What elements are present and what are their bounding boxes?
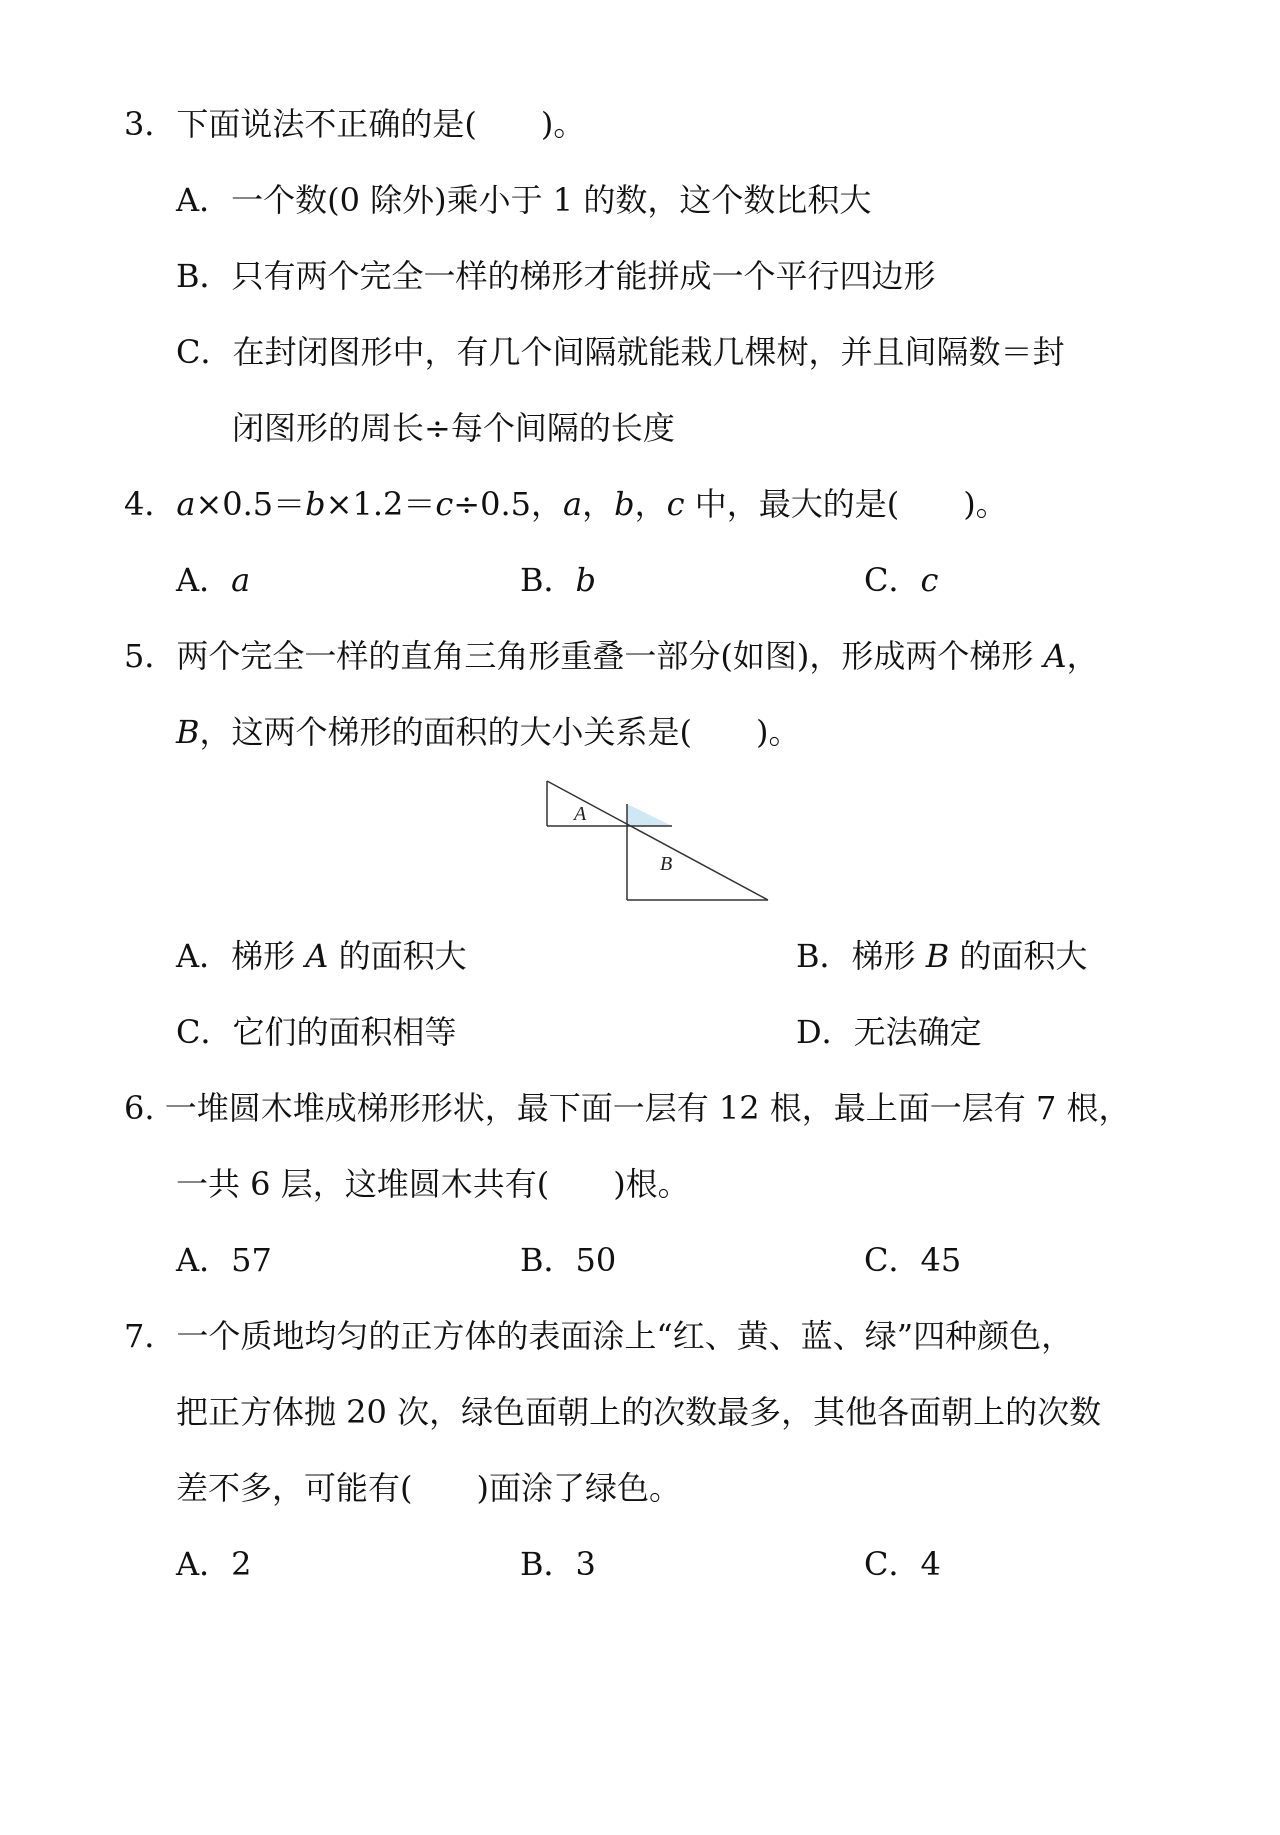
- hypotenuse: [547, 781, 768, 900]
- q4-option-c-value: c: [920, 561, 939, 599]
- q3-option-c-line2: 闭图形的周长÷每个间隔的长度: [232, 409, 675, 447]
- q4-var-c: c: [435, 485, 454, 523]
- q4-var-a: a: [176, 485, 196, 523]
- q4-option-c-label: C．: [864, 561, 921, 599]
- q3-option-c-line1: C．在封闭图形中，有几个间隔就能栽几棵树，并且间隔数＝封: [176, 333, 1065, 371]
- q6-stem-line1: 6. 一堆圆木堆成梯形形状，最下面一层有 12 根，最上面一层有 7 根，: [124, 1089, 1131, 1127]
- q3-option-b: B．只有两个完全一样的梯形才能拼成一个平行四边形: [176, 257, 936, 295]
- q7-stem-line1: 7．一个质地均匀的正方体的表面涂上“红、黄、蓝、绿”四种颜色，: [124, 1317, 1074, 1355]
- figure-label-b: B: [660, 853, 673, 875]
- q4-number: 4．: [124, 485, 177, 523]
- q4-option-a-value: a: [231, 561, 251, 599]
- q4-option-c: [864, 560, 938, 600]
- q4-text-3: ÷0.5，: [453, 485, 564, 523]
- q5-var-a: A: [1043, 637, 1067, 675]
- q7-option-c: C．4: [864, 1545, 941, 1583]
- q7-option-a: A．2: [176, 1545, 252, 1583]
- q4-var-c-2: c: [666, 485, 685, 523]
- q5-stem-line1: [124, 636, 1099, 676]
- q5-option-a-pre: A．梯形: [176, 937, 306, 975]
- q5-option-d: D．无法确定: [796, 1013, 982, 1051]
- q4-option-b: [520, 560, 596, 600]
- q5-stem-text-3: ，这两个梯形的面积的大小关系是( )。: [199, 713, 801, 751]
- q4-text-4: ，: [582, 485, 615, 523]
- q3-stem: 3．下面说法不正确的是( )。: [124, 105, 586, 143]
- q4-var-a-2: a: [563, 485, 583, 523]
- q7-stem-line2: 把正方体抛 20 次，绿色面朝上的次数最多，其他各面朝上的次数: [176, 1393, 1102, 1431]
- overlap-region: [627, 804, 672, 826]
- q3-option-a: A．一个数(0 除外)乘小于 1 的数，这个数比积大: [176, 181, 872, 219]
- q6-stem-line2: 一共 6 层，这堆圆木共有( )根。: [176, 1165, 690, 1203]
- q5-var-b: B: [176, 713, 200, 751]
- q7-stem-line3: 差不多，可能有( )面涂了绿色。: [176, 1469, 681, 1507]
- q5-option-b-post: 的面积大: [949, 937, 1088, 975]
- q5-option-c: C．它们的面积相等: [176, 1013, 457, 1051]
- figure-label-a: A: [574, 803, 587, 825]
- q5-option-b: [796, 936, 1087, 976]
- q4-text-6: 中，最大的是( )。: [684, 485, 1008, 523]
- q5-option-a: [176, 936, 467, 976]
- q5-option-a-post: 的面积大: [328, 937, 467, 975]
- overlapping-triangles-figure: [544, 778, 784, 908]
- q4-text-5: ，: [634, 485, 667, 523]
- q4-option-a: [176, 560, 250, 600]
- q4-option-b-value: b: [575, 561, 597, 599]
- q5-option-b-pre: B．梯形: [796, 937, 926, 975]
- q5-stem-line2: [176, 712, 801, 752]
- q4-option-a-label: A．: [176, 561, 232, 599]
- q4-text-1: ×0.5＝: [195, 485, 306, 523]
- q5-stem-text-1: 5．两个完全一样的直角三角形重叠一部分(如图)，形成两个梯形: [124, 637, 1044, 675]
- q5-stem-text-2: ，: [1066, 637, 1099, 675]
- q4-text-2: ×1.2＝: [325, 485, 436, 523]
- q6-option-c: C．45: [864, 1241, 962, 1279]
- q4-var-b-2: b: [614, 485, 635, 523]
- q4-stem: [124, 484, 1008, 524]
- q7-option-b: B．3: [520, 1545, 596, 1583]
- q6-option-a: A．57: [176, 1241, 272, 1279]
- q6-option-b: B．50: [520, 1241, 617, 1279]
- q4-var-b: b: [305, 485, 326, 523]
- q5-option-b-var: B: [925, 937, 950, 975]
- q5-option-a-var: A: [305, 937, 329, 975]
- q4-option-b-label: B．: [520, 561, 576, 599]
